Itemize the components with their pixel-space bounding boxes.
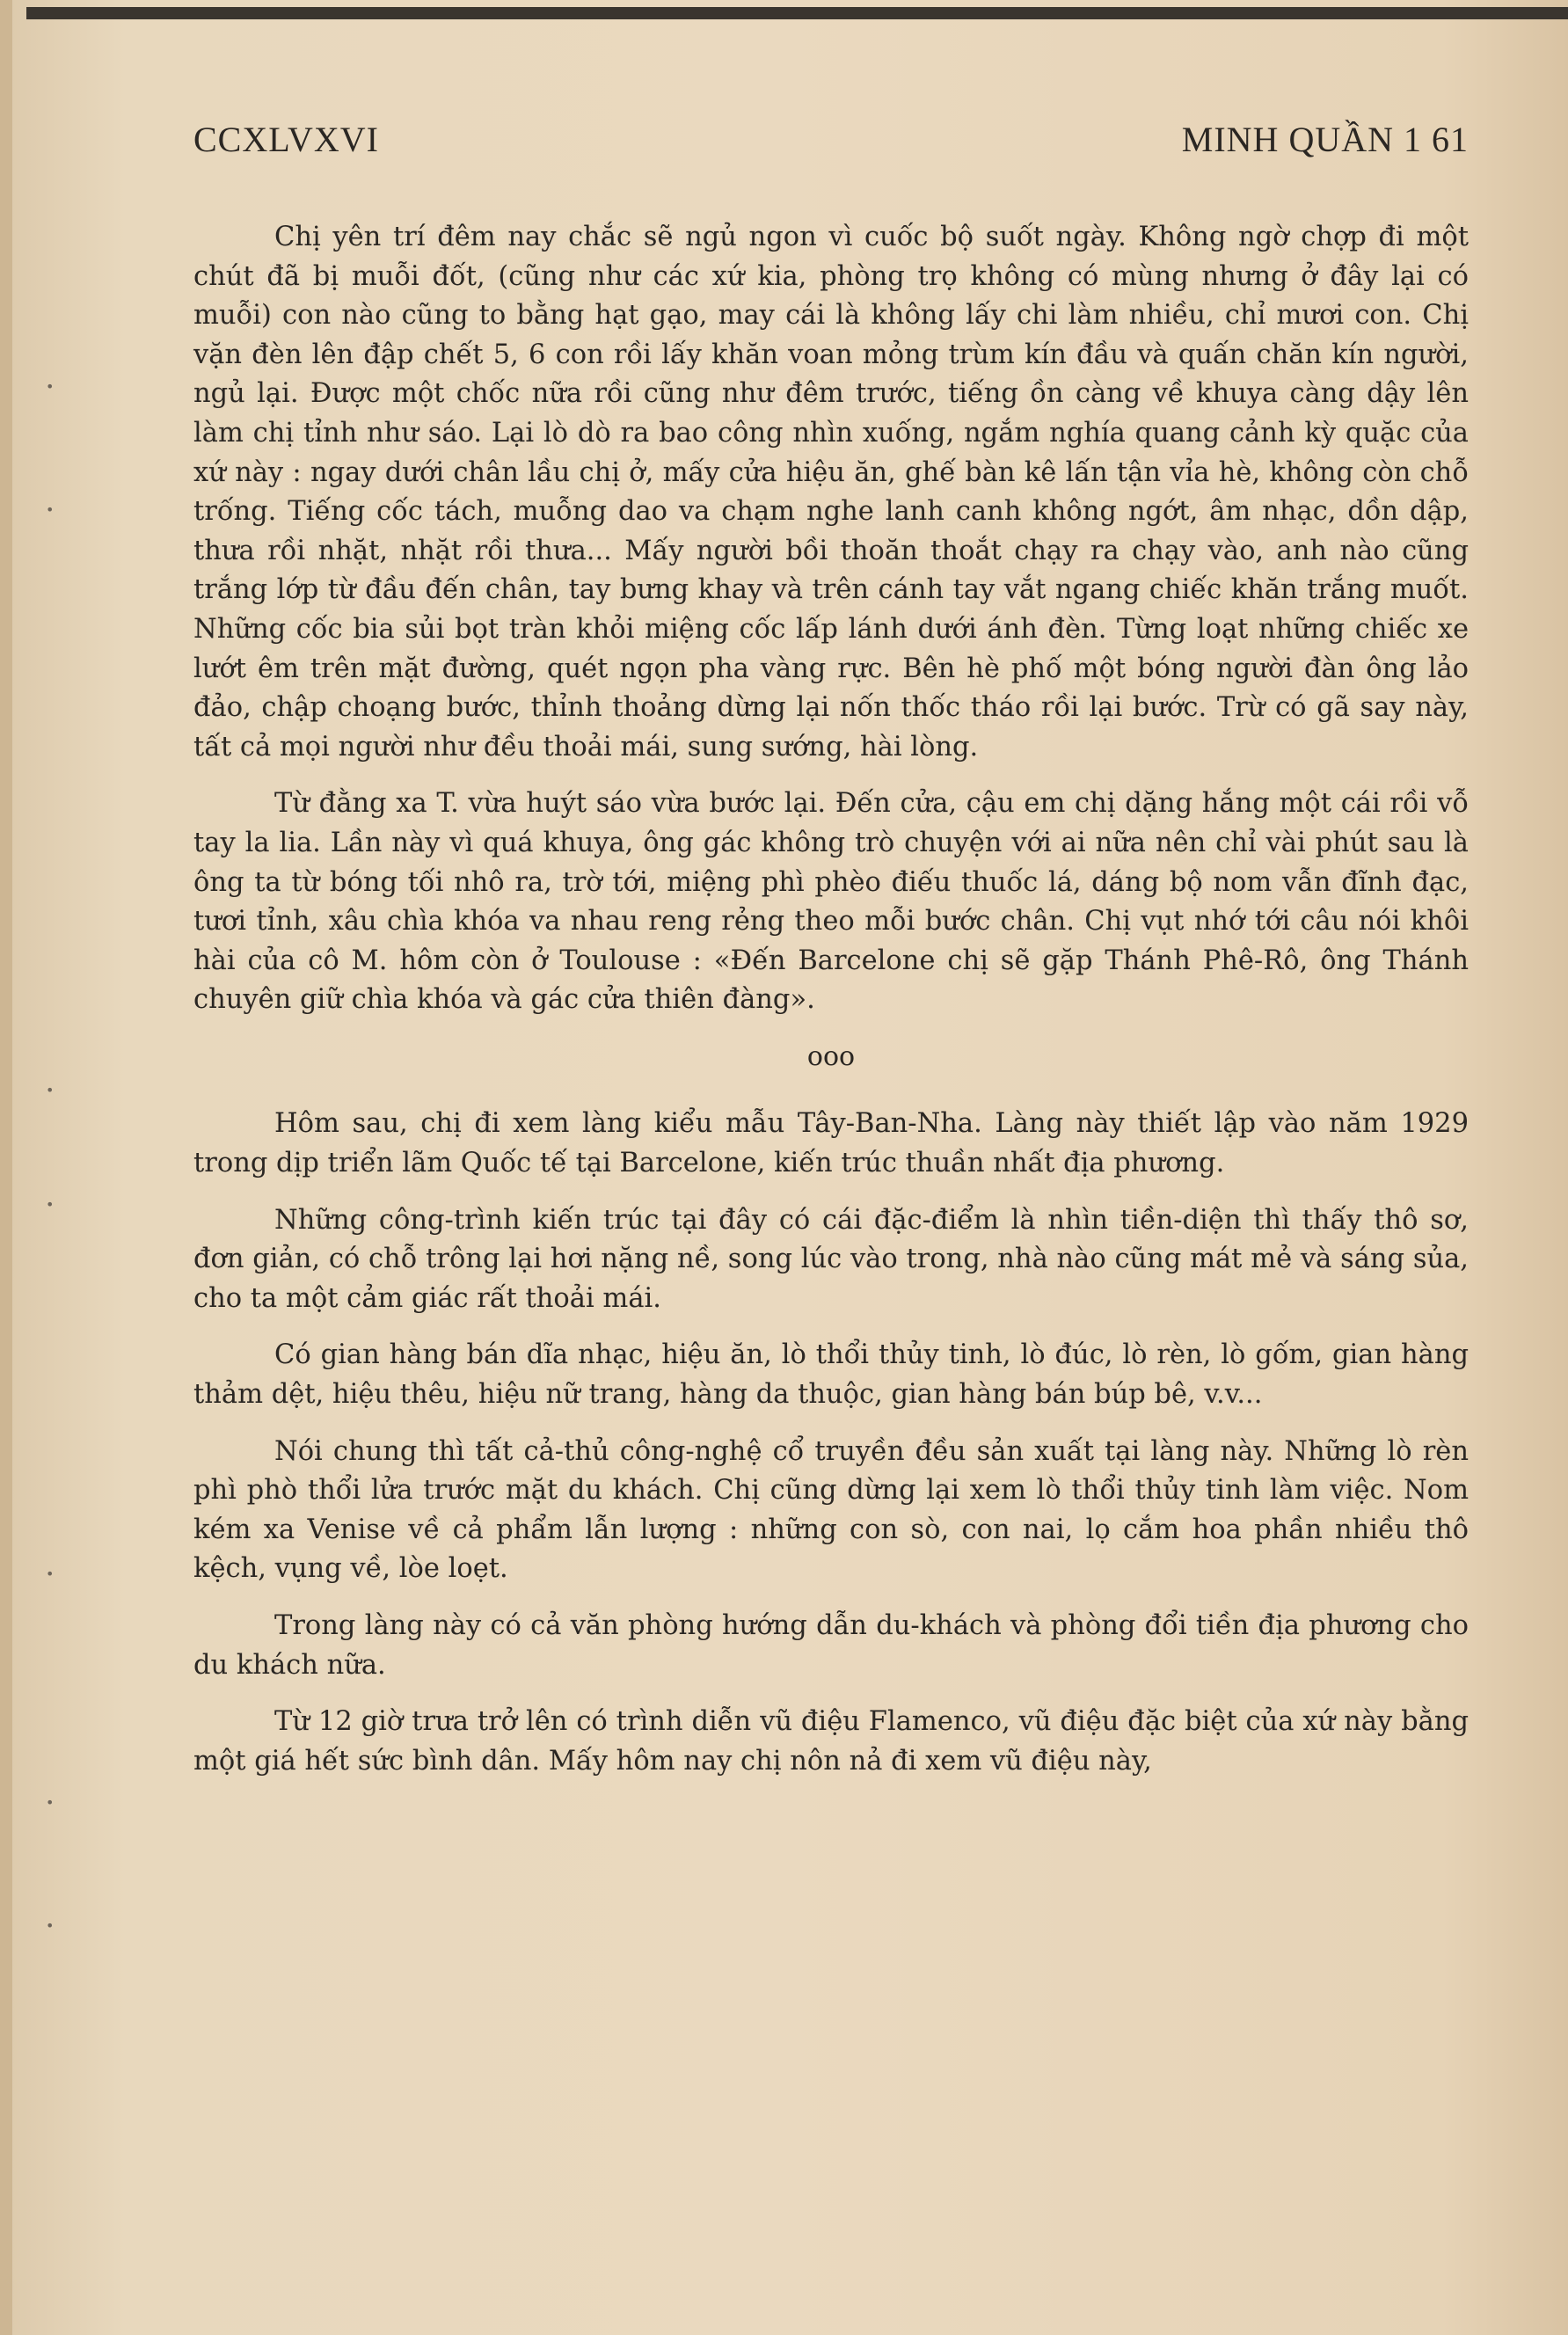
section-separator: ooo xyxy=(806,1040,856,1072)
margin-dot: • xyxy=(46,501,55,518)
margin-dot: • xyxy=(46,378,55,395)
paragraph: Từ đằng xa T. vừa huýt sáo vừa bước lại. Đến cửa, cậu em chị dặng hắng một cái rồi vỗ tay la lia. Lần này vì quá khuya, ông gác không trò chuyện với ai nữa nên chỉ vài phút sau là ông ta từ bóng tối nhô ra, trờ tới, miệng phì phèo điếu thuốc lá, dáng bộ nom vẫn đĩnh đạc, tươi tỉnh, xâu chìa khóa va nhau reng rẻng theo mỗi bước chân. Chị vụt nhớ tới câu nói khôi hài của cô M. hôm còn ở Toulouse : «Đến Barcelone chị sẽ gặp Thánh Phê-Rô, ông Thánh chuyên giữ chìa khóa và gác cửa thiên đàng». xyxy=(193,788,1469,1016)
paragraph: Trong làng này có cả văn phòng hướng dẫn du-khách và phòng đổi tiền địa phương cho du khách nữa. xyxy=(193,1610,1469,1681)
margin-dot: • xyxy=(46,1917,55,1934)
running-header xyxy=(193,119,1469,171)
top-border-rule xyxy=(26,7,1568,19)
body-text xyxy=(193,218,1469,1799)
margin-dot: • xyxy=(46,1082,55,1098)
margin-dot: • xyxy=(46,1794,55,1811)
paragraph: Có gian hàng bán dĩa nhạc, hiệu ăn, lò thổi thủy tinh, lò đúc, lò rèn, lò gốm, gian hàng thảm dệt, hiệu thêu, hiệu nữ trang, hàng da thuộc, gian hàng bán búp bê, v.v... xyxy=(193,1339,1469,1411)
header-left: CCXLVXVI xyxy=(193,120,379,159)
paragraph: Chị yên trí đêm nay chắc sẽ ngủ ngon vì cuốc bộ suốt ngày. Không ngờ chợp đi một chút đã bị muỗi đốt, (cũng như các xứ kia, phòng trọ không có mùng nhưng ở đây lại có muỗi) con nào cũng to bằng hạt gạo, may cái là không lấy chi làm nhiều, chỉ mươi con. Chị vặn đèn lên đập chết 5, 6 con rồi lấy khăn voan mỏng trùm kín đầu và quấn chăn kín người, ngủ lại. Được một chốc nữa rồi cũng như đêm trước, tiếng ồn càng về khuya càng dậy lên làm chị tỉnh như sáo. Lại lò dò ra bao công nhìn xuống, ngắm nghía quang cảnh kỳ quặc của xứ này : ngay dưới chân lầu chị ở, mấy cửa hiệu ăn, ghế bàn kê lấn tận vỉa hè, không còn chỗ trống. Tiếng cốc tách, muỗng dao va chạm nghe lanh canh không ngớt, âm nhạc, dồn dập, thưa rồi nhặt, nhặt rồi thưa... Mấy người bồi thoăn thoắt chạy ra chạy vào, anh nào cũng trắng lớp từ đầu đến chân, tay bưng khay và trên cánh tay vắt ngang chiếc khăn trắng muốt. Những cốc bia sủi bọt tràn khỏi miệng cốc lấp lánh dưới ánh đèn. Từng loạt những chiếc xe lướt êm trên mặt đường, quét ngọn pha vàng rực. Bên hè phố một bóng người đàn ông lảo đảo, chập choạng bước, thỉnh thoảng dừng lại nốn thốc tháo rồi lại bước. Trừ có gã say này, tất cả mọi người như đều thoải mái, sung sướng, hài lòng. xyxy=(193,222,1469,763)
page-left-edge xyxy=(0,0,12,2335)
paragraph: Từ 12 giờ trưa trở lên có trình diễn vũ điệu Flamenco, vũ điệu đặc biệt của xứ này bằng một giá hết sức bình dân. Mấy hôm nay chị nôn nả đi xem vũ điệu này, xyxy=(193,1706,1469,1777)
header-right: MINH QUẦN 1 61 xyxy=(1181,120,1469,159)
paragraph: Hôm sau, chị đi xem làng kiểu mẫu Tây-Ban-Nha. Làng này thiết lập vào năm 1929 trong dịp triển lãm Quốc tế tại Barcelone, kiến trúc thuần nhất địa phương. xyxy=(193,1108,1469,1179)
margin-dot: • xyxy=(46,1565,55,1582)
margin-dot: • xyxy=(46,1196,55,1213)
paragraph: Nói chung thì tất cả-thủ công-nghệ cổ truyền đều sản xuất tại làng này. Những lò rèn phì phò thổi lửa trước mặt du khách. Chị cũng dừng lại xem lò thổi thủy tinh làm việc. Nom kém xa Venise về cả phẩm lẫn lượng : những con sò, con nai, lọ cắm hoa phần nhiều thô kệch, vụng về, lòe loẹt. xyxy=(193,1435,1469,1585)
paragraph: Những công-trình kiến trúc tại đây có cái đặc-điểm là nhìn tiền-diện thì thấy thô sơ, đơn giản, có chỗ trông lại hơi nặng nề, song lúc vào trong, nhà nào cũng mát mẻ và sáng sủa, cho ta một cảm giác rất thoải mái. xyxy=(193,1204,1469,1314)
